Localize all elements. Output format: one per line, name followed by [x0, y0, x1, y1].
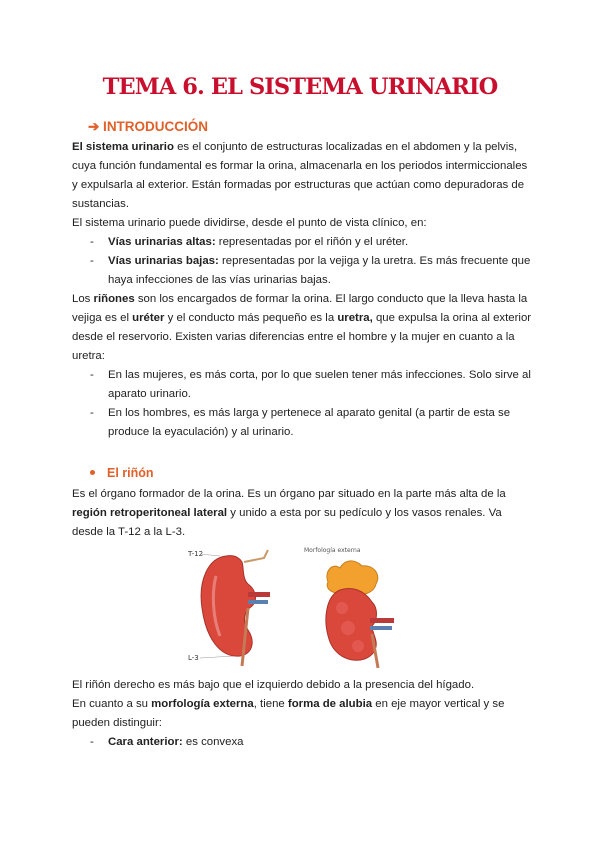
list-item-text: es convexa [182, 736, 244, 748]
bullet-icon [90, 470, 95, 475]
bold-term: forma de alubia [287, 698, 373, 710]
bold-term: región retroperitoneal lateral [72, 507, 228, 519]
bold-term: El sistema urinario [72, 141, 174, 153]
text: Los [72, 293, 94, 305]
text: Es el órgano formador de la orina. Es un órgano par situado en la parte más alta de la [72, 488, 506, 500]
paragraph-rinones [72, 290, 532, 366]
vertebra-label-bottom: L-3 [188, 654, 199, 662]
bold-term: Cara anterior: [108, 736, 183, 748]
kidney-figure-left [186, 546, 286, 668]
bold-term: morfología externa [151, 698, 254, 710]
text: que expulsa la orina al exterior desde el reservorio. Existen varias diferencias entre el hombre y la mujer en cuanto a la uretra: [72, 312, 532, 362]
intro-body [72, 138, 532, 442]
list-uretra [72, 366, 532, 442]
kidney-illustration [186, 546, 286, 668]
list-item: - En las mujeres, es más corta, por lo que suelen tener más infecciones. Solo sirve al aparato urinario. [90, 369, 531, 400]
list-item-text: En las mujeres, es más corta, por lo que suelen tener más infecciones. Solo sirve al aparato urinario. [108, 369, 531, 400]
paragraph-morfologia [72, 695, 532, 733]
bold-term: Vías urinarias altas: [108, 236, 216, 248]
section-heading-introduccion: ➔ INTRODUCCIÓN [88, 119, 209, 134]
bold-term: uréter [132, 312, 165, 324]
text: son los encargados de formar la orina. El largo conducto que la lleva hasta la vejiga es el [72, 293, 528, 324]
bold-term: riñones [93, 293, 135, 305]
list-item: - Vías urinarias bajas: representadas por la vejiga y la uretra. Es más frecuente que haya infecciones de las vías urinarias bajas. [90, 255, 531, 286]
list-item: - En los hombres, es más larga y pertenece al aparato genital (a partir de esta se produce la eyaculación) y al urinario. [90, 407, 511, 438]
kidney-intro [72, 485, 532, 542]
page-title: TEMA 6. EL SISTEMA URINARIO [102, 74, 498, 100]
bold-term: uretra, [337, 312, 373, 324]
text: En cuanto a su [72, 698, 152, 710]
vertebra-label-top: T-12 [188, 550, 204, 558]
list-item-text: representadas por el riñón y el uréter. [215, 236, 409, 248]
list-item: - Vías urinarias altas: representadas por el riñón y el uréter. [90, 236, 409, 248]
text: y unido a esta por su pedículo y los vasos renales. Va desde la T-12 a la L-3. [72, 507, 502, 538]
kidney-external-illustration [302, 546, 402, 668]
text: en eje mayor vertical y se pueden distinguir: [72, 698, 505, 729]
paragraph-definition [72, 138, 532, 214]
kidney-body [72, 676, 532, 752]
paragraph-text: es el conjunto de estructuras localizadas en el abdomen y la pelvis, cuya función fundamental es formar la orina, almacenarla en los periodos intermiccionales y expulsarla al exterior. Están formadas por estructuras que actúan como depuradoras de sustancias. [72, 141, 528, 210]
subheading-text: El riñón [107, 466, 154, 480]
text: y el conducto más pequeño es la [164, 312, 338, 324]
kidney-figure-right [302, 546, 402, 668]
list-caras [72, 733, 532, 752]
list-item-text: En los hombres, es más larga y pertenece al aparato genital (a partir de esta se produce la eyaculación) y al urinario. [108, 407, 511, 438]
paragraph-rinon-definition [72, 485, 532, 542]
list-item: - Cara anterior: es convexa [90, 736, 244, 748]
list-item-text: representadas por la vejiga y la uretra. Es más frecuente que haya infecciones de las vías urinarias bajas. [108, 255, 531, 286]
figure-caption: Morfología externa [304, 547, 361, 554]
paragraph-division: El sistema urinario puede dividirse, desde el punto de vista clínico, en: [72, 217, 427, 229]
text: , tiene [253, 698, 288, 710]
subheading-rinon [90, 464, 154, 483]
bold-term: Vías urinarias bajas: [108, 255, 219, 267]
list-vias-urinarias [72, 233, 532, 290]
paragraph-rinon-derecho: El riñón derecho es más bajo que el izquierdo debido a la presencia del hígado. [72, 679, 475, 691]
